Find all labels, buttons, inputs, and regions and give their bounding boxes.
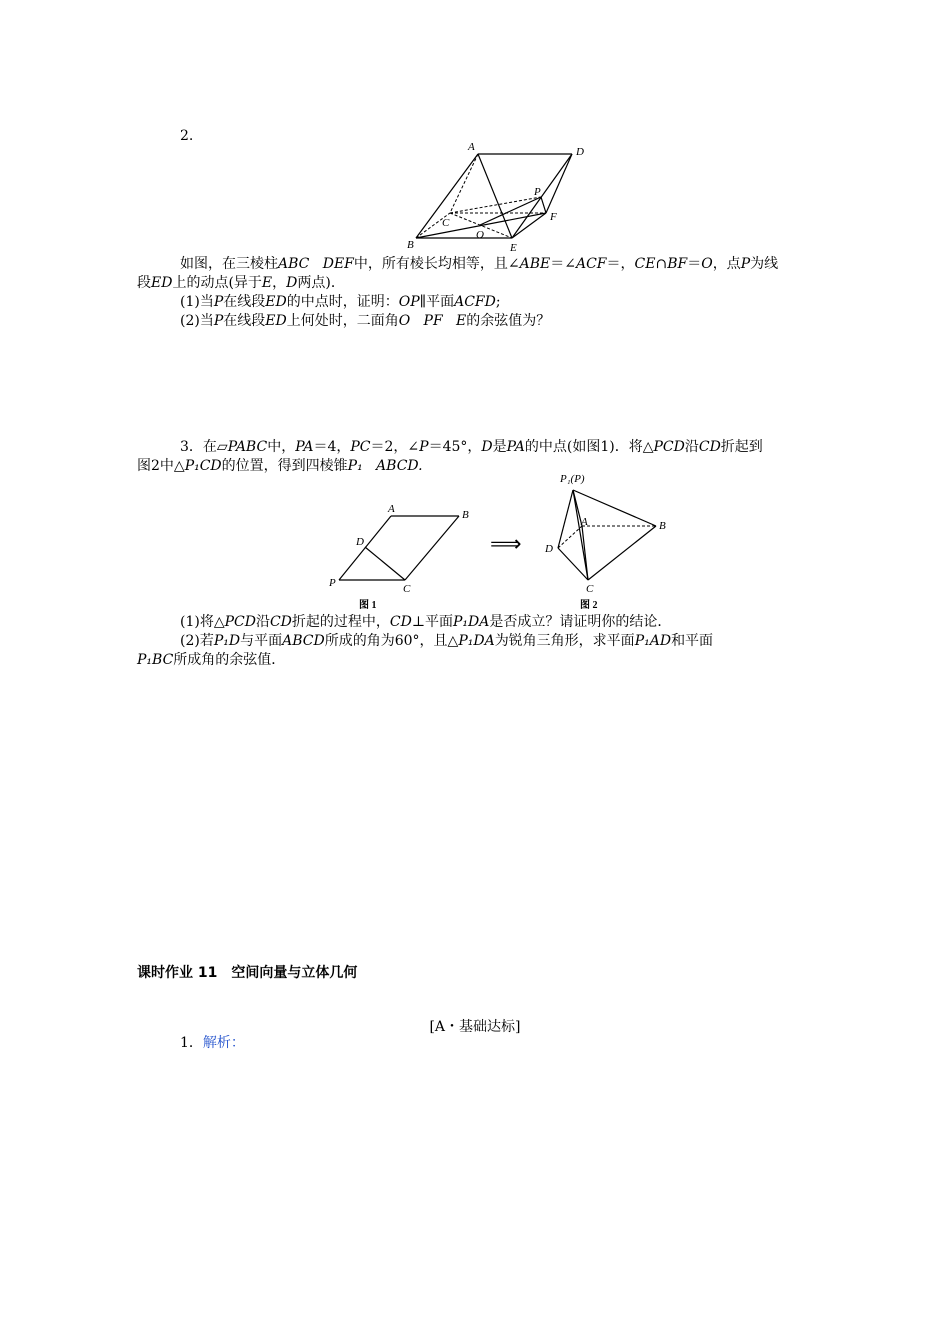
edge-P1D xyxy=(558,490,573,548)
fig2-caption: 图 2 xyxy=(580,600,598,611)
edge-PA xyxy=(339,516,391,580)
problem-3-intro: 3．在▱PABC中，PA＝4，PC＝2，∠P＝45°，D是PA的中点(如图1)．将△PCD沿CD折起到 xyxy=(180,439,763,455)
problem-2-intro-2: 段ED上的动点(异于E，D两点)． xyxy=(137,275,345,291)
problem-3-intro-2: 图2中△P₁CD的位置，得到四棱锥P₁ ABCD. xyxy=(137,458,423,474)
label-F: F xyxy=(550,211,557,223)
label-B: B xyxy=(407,239,414,251)
problem-2-question-1: (1)当P在线段ED的中点时，证明：OP∥平面ACFD; xyxy=(180,294,501,310)
edge-DA xyxy=(558,526,582,548)
label-P: P xyxy=(534,186,541,198)
problem-2-number: 2. xyxy=(180,128,194,144)
fig1-caption: 图 1 xyxy=(359,600,377,611)
fig1-label-P: P xyxy=(329,577,336,589)
label-E: E xyxy=(510,242,517,254)
edge-DE xyxy=(512,154,572,238)
section-label: [A・基础达标] xyxy=(429,1019,521,1035)
label-D: D xyxy=(576,146,584,158)
problem-3-question-2-cont: P₁BC所成角的余弦值． xyxy=(137,652,286,668)
edge-CB xyxy=(588,526,656,580)
analysis-label: 解析： xyxy=(202,1035,245,1051)
edge-PF xyxy=(541,197,546,213)
figure-2 xyxy=(540,468,680,612)
fig2-label-A: A xyxy=(581,516,588,528)
edge-BC xyxy=(405,516,459,580)
fold-arrow: ⟹ xyxy=(490,532,522,557)
label-A: A xyxy=(468,141,475,153)
fig2-label-C: C xyxy=(586,583,594,595)
fig2-label-D: D xyxy=(545,543,553,555)
prism-figure xyxy=(400,135,600,255)
problem-2-intro: 如图，在三棱柱ABC DEF中，所有棱长均相等，且∠ABE＝∠ACF＝，CE∩BF＝O，点P为线 xyxy=(180,256,779,272)
edge-DF xyxy=(546,154,572,213)
edge-DC xyxy=(365,547,405,580)
section-heading: 课时作业 11 空间向量与立体几何 xyxy=(137,965,358,981)
answer-1: 1．解析： xyxy=(180,1035,245,1051)
fig1-label-C: C xyxy=(403,583,411,595)
problem-3-question-2: (2)若P₁D与平面ABCD所成的角为60°，且△P₁DA为锐角三角形，求平面P₁AD和平面 xyxy=(180,633,714,649)
label-O: O xyxy=(476,229,484,241)
problem-2-question-2: (2)当P在线段ED上何处时，二面角O PF E的余弦值为？ xyxy=(180,313,551,329)
figure-1 xyxy=(325,500,485,612)
label-C: C xyxy=(442,217,450,229)
edge-CP xyxy=(450,197,541,213)
problem-3-question-1: (1)将△PCD沿CD折起的过程中，CD⊥平面P₁DA是否成立？请证明你的结论． xyxy=(180,614,672,630)
fig1-label-B: B xyxy=(462,509,469,521)
fig1-label-A: A xyxy=(388,503,395,515)
fig2-label-B: B xyxy=(659,520,666,532)
fig2-label-P1: P₁(P) xyxy=(560,473,585,485)
edge-AC xyxy=(450,154,478,213)
fig1-label-D: D xyxy=(356,536,364,548)
